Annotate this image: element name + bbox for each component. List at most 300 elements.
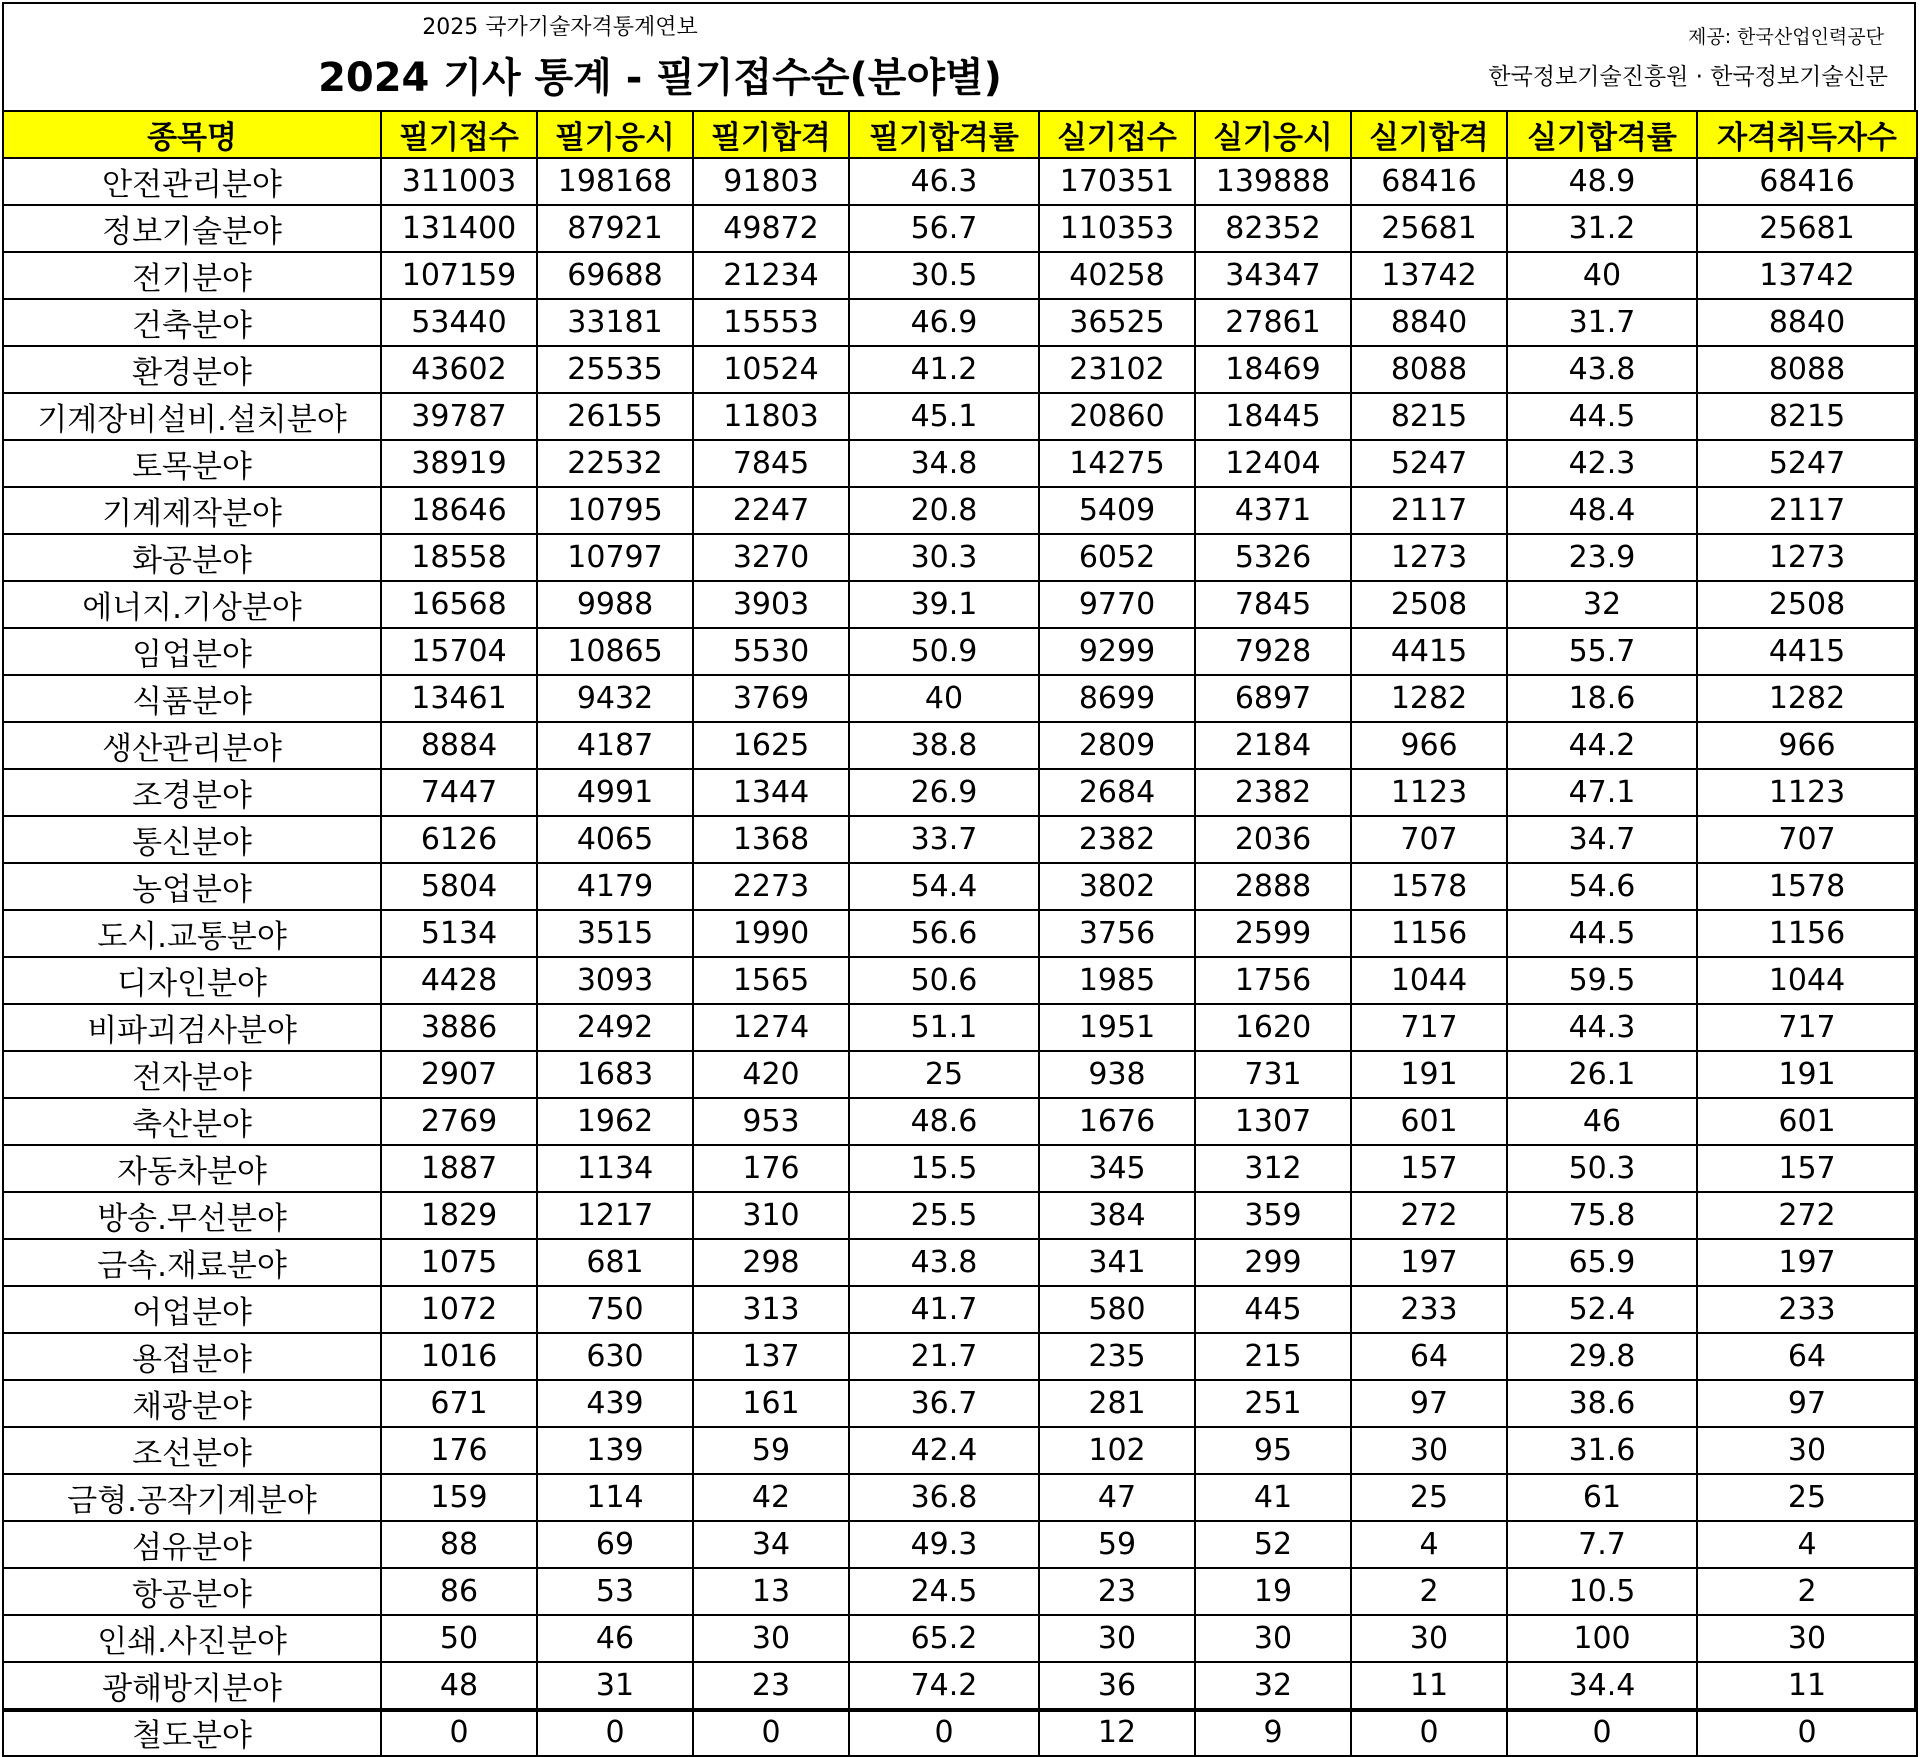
- table-cell: 445: [1195, 1286, 1351, 1333]
- table-cell: 1887: [381, 1145, 537, 1192]
- table-cell: 1072: [381, 1286, 537, 1333]
- table-cell: 2907: [381, 1051, 537, 1098]
- field-name-cell: 광해방지분야: [3, 1662, 381, 1709]
- table-row: [3, 1568, 1917, 1615]
- table-cell: 681: [537, 1239, 693, 1286]
- table-cell: 197: [1697, 1239, 1917, 1286]
- table-cell: 52.4: [1507, 1286, 1697, 1333]
- table-row: [3, 1333, 1917, 1380]
- table-cell: 11: [1351, 1662, 1507, 1709]
- table-cell: 59: [1039, 1521, 1195, 1568]
- table-cell: 298: [693, 1239, 849, 1286]
- table-cell: 36525: [1039, 299, 1195, 346]
- table-row: [3, 628, 1917, 675]
- table-row: [3, 534, 1917, 581]
- table-cell: 10797: [537, 534, 693, 581]
- table-cell: 46: [537, 1615, 693, 1662]
- table-cell: 966: [1351, 722, 1507, 769]
- table-cell: 8699: [1039, 675, 1195, 722]
- table-cell: 53440: [381, 299, 537, 346]
- table-row: [3, 158, 1917, 205]
- table-cell: 69688: [537, 252, 693, 299]
- table-cell: 40: [1507, 252, 1697, 299]
- table-cell: 1282: [1697, 675, 1917, 722]
- table-cell: 25681: [1697, 205, 1917, 252]
- table-cell: 4415: [1351, 628, 1507, 675]
- table-row: [3, 252, 1917, 299]
- table-cell: 2: [1351, 1568, 1507, 1615]
- table-cell: 110353: [1039, 205, 1195, 252]
- table-cell: 47.1: [1507, 769, 1697, 816]
- column-header: 필기합격률: [849, 111, 1039, 158]
- field-name-cell: 토목분야: [3, 440, 381, 487]
- table-cell: 12: [1039, 1709, 1195, 1756]
- field-name-cell: 안전관리분야: [3, 158, 381, 205]
- table-cell: 30.3: [849, 534, 1039, 581]
- table-cell: 2684: [1039, 769, 1195, 816]
- table-cell: 14275: [1039, 440, 1195, 487]
- table-cell: 25: [849, 1051, 1039, 1098]
- table-cell: 13461: [381, 675, 537, 722]
- table-cell: 34.8: [849, 440, 1039, 487]
- table-cell: 44.2: [1507, 722, 1697, 769]
- table-cell: 26155: [537, 393, 693, 440]
- table-cell: 1123: [1697, 769, 1917, 816]
- table-cell: 46: [1507, 1098, 1697, 1145]
- table-cell: 359: [1195, 1192, 1351, 1239]
- table-cell: 68416: [1351, 158, 1507, 205]
- table-cell: 41.2: [849, 346, 1039, 393]
- table-cell: 4428: [381, 957, 537, 1004]
- table-cell: 31.2: [1507, 205, 1697, 252]
- table-cell: 3886: [381, 1004, 537, 1051]
- table-row: [3, 1662, 1917, 1709]
- table-cell: 1134: [537, 1145, 693, 1192]
- column-header: 실기합격: [1351, 111, 1507, 158]
- table-cell: 2117: [1351, 487, 1507, 534]
- table-cell: 1016: [381, 1333, 537, 1380]
- table-cell: 5247: [1697, 440, 1917, 487]
- table-cell: 3093: [537, 957, 693, 1004]
- table-cell: 157: [1351, 1145, 1507, 1192]
- table-cell: 4371: [1195, 487, 1351, 534]
- table-row: [3, 1427, 1917, 1474]
- table-cell: 114: [537, 1474, 693, 1521]
- supertitle: 2025 국가기술자격통계연보: [422, 15, 698, 40]
- table-cell: 6052: [1039, 534, 1195, 581]
- table-cell: 312: [1195, 1145, 1351, 1192]
- table-cell: 1044: [1351, 957, 1507, 1004]
- table-cell: 9: [1195, 1709, 1351, 1756]
- table-row: [3, 487, 1917, 534]
- table-cell: 198168: [537, 158, 693, 205]
- table-cell: 384: [1039, 1192, 1195, 1239]
- table-row: [3, 299, 1917, 346]
- statistics-table: [2, 110, 1918, 1757]
- field-name-cell: 기계제작분야: [3, 487, 381, 534]
- table-row: [3, 957, 1917, 1004]
- table-cell: 215: [1195, 1333, 1351, 1380]
- table-cell: 341: [1039, 1239, 1195, 1286]
- table-cell: 2769: [381, 1098, 537, 1145]
- table-cell: 15704: [381, 628, 537, 675]
- table-cell: 176: [381, 1427, 537, 1474]
- table-cell: 233: [1351, 1286, 1507, 1333]
- column-header: 실기응시: [1195, 111, 1351, 158]
- table-cell: 54.6: [1507, 863, 1697, 910]
- table-cell: 69: [537, 1521, 693, 1568]
- table-cell: 8215: [1697, 393, 1917, 440]
- field-name-cell: 채광분야: [3, 1380, 381, 1427]
- table-row: [3, 393, 1917, 440]
- table-cell: 2888: [1195, 863, 1351, 910]
- table-cell: 1273: [1697, 534, 1917, 581]
- table-cell: 87921: [537, 205, 693, 252]
- table-cell: 1044: [1697, 957, 1917, 1004]
- table-cell: 0: [849, 1709, 1039, 1756]
- table-cell: 299: [1195, 1239, 1351, 1286]
- table-cell: 157: [1697, 1145, 1917, 1192]
- table-cell: 107159: [381, 252, 537, 299]
- table-cell: 272: [1351, 1192, 1507, 1239]
- provider-credit: 제공: 한국산업인력공단: [1688, 26, 1884, 48]
- table-cell: 42.3: [1507, 440, 1697, 487]
- table-cell: 91803: [693, 158, 849, 205]
- table-cell: 1344: [693, 769, 849, 816]
- table-cell: 40258: [1039, 252, 1195, 299]
- field-name-cell: 디자인분야: [3, 957, 381, 1004]
- table-cell: 3802: [1039, 863, 1195, 910]
- table-row: [3, 1098, 1917, 1145]
- table-cell: 2184: [1195, 722, 1351, 769]
- table-row: [3, 205, 1917, 252]
- field-name-cell: 용접분야: [3, 1333, 381, 1380]
- table-cell: 20.8: [849, 487, 1039, 534]
- table-cell: 439: [537, 1380, 693, 1427]
- table-cell: 18558: [381, 534, 537, 581]
- table-cell: 49.3: [849, 1521, 1039, 1568]
- table-cell: 8840: [1351, 299, 1507, 346]
- table-cell: 100: [1507, 1615, 1697, 1662]
- table-cell: 2: [1697, 1568, 1917, 1615]
- table-cell: 0: [537, 1709, 693, 1756]
- table-cell: 281: [1039, 1380, 1195, 1427]
- table-cell: 966: [1697, 722, 1917, 769]
- table-cell: 27861: [1195, 299, 1351, 346]
- table-cell: 23.9: [1507, 534, 1697, 581]
- field-name-cell: 조경분야: [3, 769, 381, 816]
- table-cell: 7.7: [1507, 1521, 1697, 1568]
- table-cell: 4415: [1697, 628, 1917, 675]
- table-cell: 272: [1697, 1192, 1917, 1239]
- table-cell: 43.8: [849, 1239, 1039, 1286]
- table-cell: 50.6: [849, 957, 1039, 1004]
- table-cell: 137: [693, 1333, 849, 1380]
- field-name-cell: 비파괴검사분야: [3, 1004, 381, 1051]
- table-cell: 30: [1351, 1427, 1507, 1474]
- table-cell: 25: [1351, 1474, 1507, 1521]
- table-cell: 10524: [693, 346, 849, 393]
- table-cell: 3769: [693, 675, 849, 722]
- table-cell: 16568: [381, 581, 537, 628]
- table-cell: 345: [1039, 1145, 1195, 1192]
- table-cell: 5134: [381, 910, 537, 957]
- table-cell: 2809: [1039, 722, 1195, 769]
- table-cell: 21.7: [849, 1333, 1039, 1380]
- table-cell: 717: [1351, 1004, 1507, 1051]
- page-header: [0, 0, 1920, 110]
- table-cell: 46.3: [849, 158, 1039, 205]
- table-cell: 56.6: [849, 910, 1039, 957]
- table-cell: 48.4: [1507, 487, 1697, 534]
- table-cell: 1156: [1351, 910, 1507, 957]
- table-cell: 54.4: [849, 863, 1039, 910]
- table-cell: 43.8: [1507, 346, 1697, 393]
- table-cell: 88: [381, 1521, 537, 1568]
- table-row: [3, 722, 1917, 769]
- table-cell: 42: [693, 1474, 849, 1521]
- field-name-cell: 자동차분야: [3, 1145, 381, 1192]
- table-cell: 20860: [1039, 393, 1195, 440]
- table-cell: 313: [693, 1286, 849, 1333]
- table-cell: 2036: [1195, 816, 1351, 863]
- table-row: [3, 1709, 1917, 1756]
- field-name-cell: 조선분야: [3, 1427, 381, 1474]
- table-cell: 10.5: [1507, 1568, 1697, 1615]
- table-cell: 1990: [693, 910, 849, 957]
- table-cell: 48.6: [849, 1098, 1039, 1145]
- table-row: [3, 769, 1917, 816]
- field-name-cell: 화공분야: [3, 534, 381, 581]
- field-name-cell: 임업분야: [3, 628, 381, 675]
- field-name-cell: 금형.공작기계분야: [3, 1474, 381, 1521]
- table-cell: 131400: [381, 205, 537, 252]
- table-cell: 310: [693, 1192, 849, 1239]
- table-cell: 1368: [693, 816, 849, 863]
- publisher-credit: 한국정보기술진흥원 · 한국정보기술신문: [1488, 64, 1888, 90]
- table-cell: 8884: [381, 722, 537, 769]
- table-cell: 95: [1195, 1427, 1351, 1474]
- table-cell: 25.5: [849, 1192, 1039, 1239]
- table-cell: 1829: [381, 1192, 537, 1239]
- table-cell: 2247: [693, 487, 849, 534]
- table-row: [3, 346, 1917, 393]
- table-row: [3, 1474, 1917, 1521]
- table-cell: 4: [1351, 1521, 1507, 1568]
- field-name-cell: 도시.교통분야: [3, 910, 381, 957]
- table-cell: 61: [1507, 1474, 1697, 1521]
- table-cell: 25: [1697, 1474, 1917, 1521]
- table-row: [3, 1239, 1917, 1286]
- table-cell: 50.9: [849, 628, 1039, 675]
- table-cell: 2382: [1039, 816, 1195, 863]
- table-cell: 7447: [381, 769, 537, 816]
- column-header: 필기합격: [693, 111, 849, 158]
- table-cell: 39787: [381, 393, 537, 440]
- field-name-cell: 통신분야: [3, 816, 381, 863]
- table-cell: 97: [1697, 1380, 1917, 1427]
- table-cell: 8088: [1697, 346, 1917, 393]
- table-cell: 1273: [1351, 534, 1507, 581]
- field-name-cell: 건축분야: [3, 299, 381, 346]
- table-cell: 4065: [537, 816, 693, 863]
- table-cell: 11: [1697, 1662, 1917, 1709]
- table-row: [3, 675, 1917, 722]
- table-cell: 2492: [537, 1004, 693, 1051]
- table-cell: 953: [693, 1098, 849, 1145]
- table-cell: 1156: [1697, 910, 1917, 957]
- table-cell: 5804: [381, 863, 537, 910]
- table-cell: 30: [1697, 1427, 1917, 1474]
- table-cell: 65.2: [849, 1615, 1039, 1662]
- page-title: 2024 기사 통계 - 필기접수순(분야별): [318, 55, 1002, 101]
- field-name-cell: 기계장비설비.설치분야: [3, 393, 381, 440]
- table-cell: 311003: [381, 158, 537, 205]
- table-cell: 38.6: [1507, 1380, 1697, 1427]
- table-cell: 1307: [1195, 1098, 1351, 1145]
- column-header: 종목명: [3, 111, 381, 158]
- table-cell: 48.9: [1507, 158, 1697, 205]
- table-cell: 580: [1039, 1286, 1195, 1333]
- table-cell: 31.7: [1507, 299, 1697, 346]
- table-cell: 25681: [1351, 205, 1507, 252]
- table-cell: 102: [1039, 1427, 1195, 1474]
- table-row: [3, 1192, 1917, 1239]
- table-cell: 44.5: [1507, 393, 1697, 440]
- table-cell: 1985: [1039, 957, 1195, 1004]
- table-cell: 18469: [1195, 346, 1351, 393]
- field-name-cell: 섬유분야: [3, 1521, 381, 1568]
- table-cell: 1962: [537, 1098, 693, 1145]
- table-cell: 707: [1351, 816, 1507, 863]
- table-row: [3, 1615, 1917, 1662]
- table-cell: 2599: [1195, 910, 1351, 957]
- table-cell: 36.7: [849, 1380, 1039, 1427]
- table-cell: 731: [1195, 1051, 1351, 1098]
- table-cell: 1217: [537, 1192, 693, 1239]
- table-row: [3, 440, 1917, 487]
- table-cell: 41.7: [849, 1286, 1039, 1333]
- table-cell: 34.4: [1507, 1662, 1697, 1709]
- table-cell: 65.9: [1507, 1239, 1697, 1286]
- column-header: 실기합격률: [1507, 111, 1697, 158]
- table-cell: 251: [1195, 1380, 1351, 1427]
- table-cell: 9988: [537, 581, 693, 628]
- table-cell: 13742: [1351, 252, 1507, 299]
- table-cell: 56.7: [849, 205, 1039, 252]
- table-cell: 41: [1195, 1474, 1351, 1521]
- table-cell: 139888: [1195, 158, 1351, 205]
- table-cell: 30: [1351, 1615, 1507, 1662]
- table-cell: 42.4: [849, 1427, 1039, 1474]
- table-row: [3, 1380, 1917, 1427]
- table-cell: 4991: [537, 769, 693, 816]
- table-cell: 420: [693, 1051, 849, 1098]
- field-name-cell: 농업분야: [3, 863, 381, 910]
- table-cell: 13742: [1697, 252, 1917, 299]
- table-cell: 7845: [1195, 581, 1351, 628]
- table-cell: 49872: [693, 205, 849, 252]
- table-row: [3, 1145, 1917, 1192]
- table-body: [3, 158, 1917, 1756]
- table-cell: 4: [1697, 1521, 1917, 1568]
- table-cell: 26.9: [849, 769, 1039, 816]
- table-cell: 12404: [1195, 440, 1351, 487]
- table-cell: 43602: [381, 346, 537, 393]
- table-cell: 235: [1039, 1333, 1195, 1380]
- field-name-cell: 항공분야: [3, 1568, 381, 1615]
- table-cell: 9299: [1039, 628, 1195, 675]
- table-cell: 21234: [693, 252, 849, 299]
- table-cell: 159: [381, 1474, 537, 1521]
- table-cell: 8215: [1351, 393, 1507, 440]
- table-cell: 34.7: [1507, 816, 1697, 863]
- table-row: [3, 1521, 1917, 1568]
- table-cell: 38919: [381, 440, 537, 487]
- table-cell: 44.5: [1507, 910, 1697, 957]
- table-cell: 3270: [693, 534, 849, 581]
- table-cell: 1282: [1351, 675, 1507, 722]
- table-cell: 170351: [1039, 158, 1195, 205]
- table-cell: 7845: [693, 440, 849, 487]
- table-cell: 3903: [693, 581, 849, 628]
- table-cell: 601: [1697, 1098, 1917, 1145]
- table-cell: 8088: [1351, 346, 1507, 393]
- table-cell: 48: [381, 1662, 537, 1709]
- table-cell: 13: [693, 1568, 849, 1615]
- table-cell: 1274: [693, 1004, 849, 1051]
- table-cell: 2382: [1195, 769, 1351, 816]
- table-cell: 1075: [381, 1239, 537, 1286]
- table-cell: 197: [1351, 1239, 1507, 1286]
- field-name-cell: 축산분야: [3, 1098, 381, 1145]
- table-cell: 1676: [1039, 1098, 1195, 1145]
- table-row: [3, 1004, 1917, 1051]
- table-cell: 32: [1507, 581, 1697, 628]
- table-cell: 50: [381, 1615, 537, 1662]
- table-cell: 1123: [1351, 769, 1507, 816]
- field-name-cell: 정보기술분야: [3, 205, 381, 252]
- column-header: 필기응시: [537, 111, 693, 158]
- field-name-cell: 식품분야: [3, 675, 381, 722]
- table-cell: 22532: [537, 440, 693, 487]
- table-cell: 82352: [1195, 205, 1351, 252]
- table-cell: 8840: [1697, 299, 1917, 346]
- table-cell: 2117: [1697, 487, 1917, 534]
- table-cell: 51.1: [849, 1004, 1039, 1051]
- table-cell: 3515: [537, 910, 693, 957]
- table-cell: 18445: [1195, 393, 1351, 440]
- table-cell: 0: [1697, 1709, 1917, 1756]
- table-cell: 40: [849, 675, 1039, 722]
- table-cell: 44.3: [1507, 1004, 1697, 1051]
- table-cell: 1683: [537, 1051, 693, 1098]
- table-cell: 24.5: [849, 1568, 1039, 1615]
- table-cell: 30: [1039, 1615, 1195, 1662]
- field-name-cell: 에너지.기상분야: [3, 581, 381, 628]
- table-cell: 0: [1507, 1709, 1697, 1756]
- table-cell: 750: [537, 1286, 693, 1333]
- table-row: [3, 1286, 1917, 1333]
- field-name-cell: 전자분야: [3, 1051, 381, 1098]
- table-cell: 30: [1697, 1615, 1917, 1662]
- field-name-cell: 생산관리분야: [3, 722, 381, 769]
- table-cell: 32: [1195, 1662, 1351, 1709]
- table-cell: 33.7: [849, 816, 1039, 863]
- table-cell: 64: [1351, 1333, 1507, 1380]
- table-cell: 39.1: [849, 581, 1039, 628]
- table-row: [3, 581, 1917, 628]
